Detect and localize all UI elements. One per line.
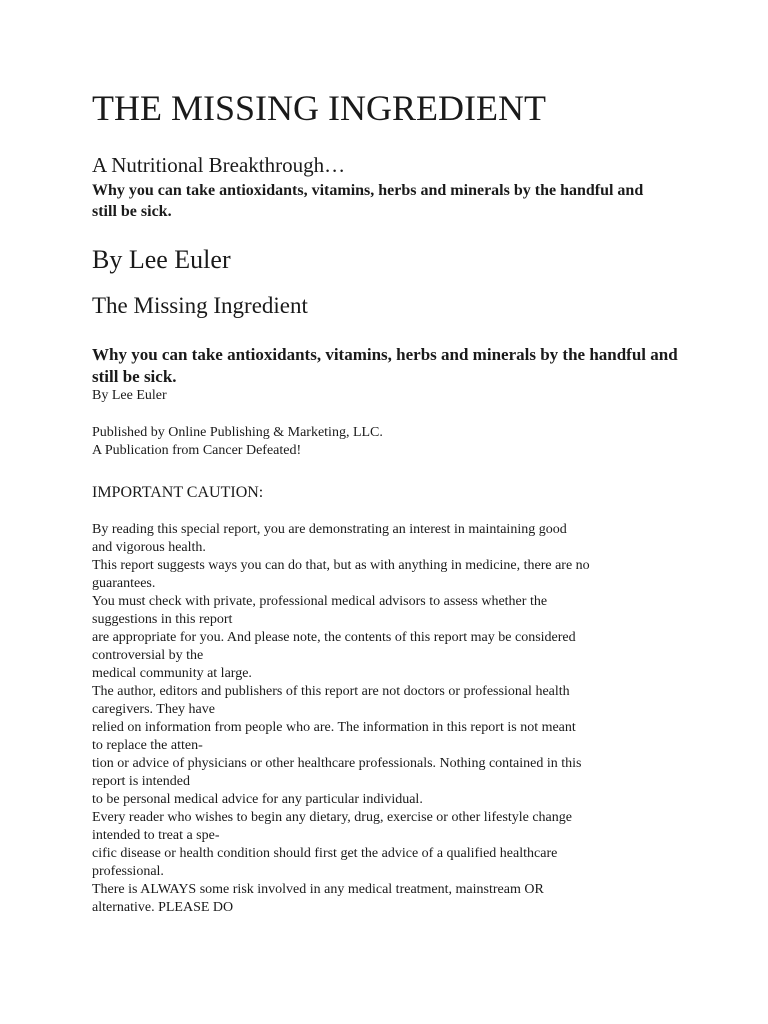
byline: By Lee Euler <box>92 388 167 403</box>
body-line: to replace the atten- <box>92 738 203 753</box>
body-line: are appropriate for you. And please note, the contents of this report may be considered <box>92 630 576 645</box>
body-line: This report suggests ways you can do that, but as with anything in medicine, there are no <box>92 558 590 573</box>
body-line: suggestions in this report <box>92 612 233 627</box>
body-line: The author, editors and publishers of this report are not doctors or professional health <box>92 684 570 699</box>
section-title: The Missing Ingredient <box>92 293 308 318</box>
body-line: report is intended <box>92 774 190 789</box>
document-tagline: Why you can take antioxidants, vitamins, herbs and minerals by the handful and still be sick. <box>92 182 644 220</box>
body-line: cific disease or health condition should first get the advice of a qualified healthcare <box>92 846 558 861</box>
document-subtitle: A Nutritional Breakthrough… <box>92 153 346 177</box>
body-line: caregivers. They have <box>92 702 215 717</box>
body-line: controversial by the <box>92 648 204 663</box>
body-line: tion or advice of physicians or other healthcare professionals. Nothing contained in this <box>92 756 582 771</box>
body-line: professional. <box>92 864 164 879</box>
publication-line: A Publication from Cancer Defeated! <box>92 443 302 458</box>
body-line: medical community at large. <box>92 666 252 681</box>
body-line: relied on information from people who are. The information in this report is not meant <box>92 720 576 735</box>
caution-body <box>92 521 682 917</box>
author-heading: By Lee Euler <box>92 245 231 274</box>
body-line: By reading this special report, you are demonstrating an interest in maintaining good <box>92 522 567 537</box>
body-line: There is ALWAYS some risk involved in any medical treatment, mainstream OR <box>92 882 544 897</box>
body-line: intended to treat a spe- <box>92 828 220 843</box>
body-line: alternative. PLEASE DO <box>92 900 234 915</box>
document-title: THE MISSING INGREDIENT <box>92 88 546 128</box>
section-tagline: Why you can take antioxidants, vitamins, herbs and minerals by the handful and still be sick. <box>92 345 678 386</box>
body-line: and vigorous health. <box>92 540 206 555</box>
body-line: Every reader who wishes to begin any dietary, drug, exercise or other lifestyle change <box>92 810 572 825</box>
body-line: You must check with private, professional medical advisors to assess whether the <box>92 594 548 609</box>
publisher-line: Published by Online Publishing & Marketing, LLC. <box>92 425 383 440</box>
body-line: to be personal medical advice for any particular individual. <box>92 792 423 807</box>
body-line: guarantees. <box>92 576 156 591</box>
caution-heading: IMPORTANT CAUTION: <box>92 484 264 501</box>
